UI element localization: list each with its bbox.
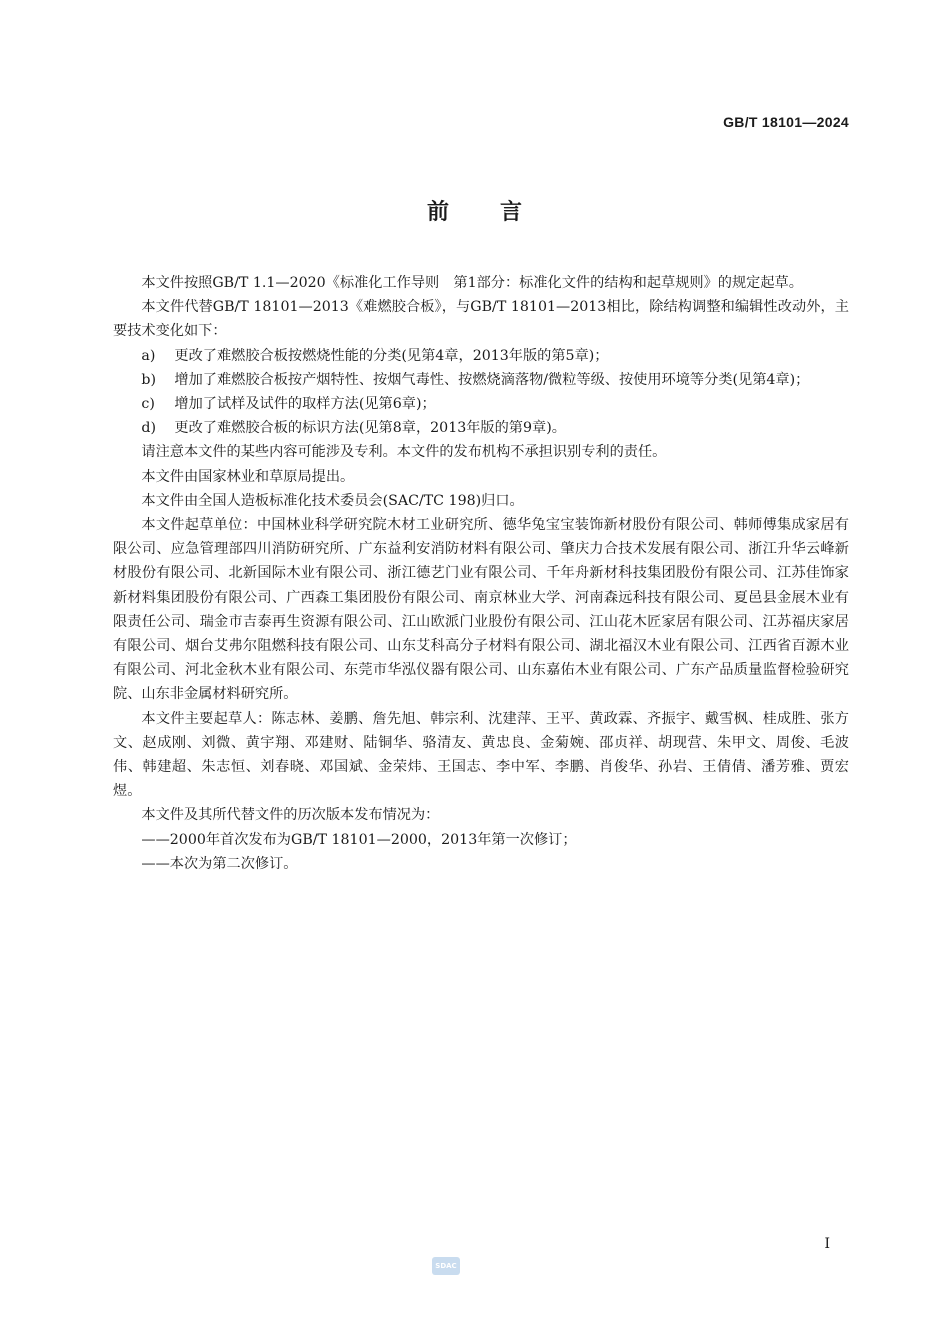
list-text: 增加了难燃胶合板按产烟特性、按烟气毒性、按燃烧滴落物/微粒等级、按使用环境等分类(见第4章)； (174, 371, 810, 388)
list-marker: a) (141, 347, 156, 364)
list-item (113, 392, 849, 416)
list-text: 更改了难燃胶合板的标识方法(见第8章，2013年版的第9章)。 (174, 420, 566, 437)
standard-code: GB/T 18101—2024 (723, 114, 849, 130)
sdac-logo: SDAC (432, 1257, 460, 1275)
page-title (0, 195, 950, 226)
paragraph-replacement: 本文件代替GB/T 18101—2013《难燃胶合板》，与GB/T 18101—2013相比，除结构调整和编辑性改动外，主要技术变化如下： (113, 299, 849, 340)
list-marker: d) (141, 420, 157, 437)
history-entry: ——2000年首次发布为GB/T 18101—2000，2013年第一次修订； (141, 831, 577, 848)
paragraph-history: 本文件及其所代替文件的历次版本发布情况为： (141, 807, 440, 824)
title-char-2: 言 (500, 200, 524, 225)
title-char-1: 前 (426, 200, 450, 225)
paragraph-patent-notice: 请注意本文件的某些内容可能涉及专利。本文件的发布机构不承担识别专利的责任。 (141, 444, 667, 461)
paragraph-drafting-units: 本文件起草单位：中国林业科学研究院木材工业研究所、德华兔宝宝装饰新材股份有限公司、韩师傅集成家居有限公司、应急管理部四川消防研究所、广东益利安消防材料有限公司、肇庆力合技术发展有限公司、浙江升华云峰新材股份有限公司、北新国际木业有限公司、浙江德艺门业有限公司、千年舟新材科技集团股份有限公司、江苏佳饰家新材料集团股份有限公司、广西森工集团股份有限公司、南京林业大学、河南森远科技有限公司、夏邑县金展木业有限责任公司、瑞金市吉泰再生资源有限公司、江山欧派门业股份有限公司、江山花木匠家居有限公司、江苏福庆家居有限公司、烟台艾弗尔阻燃科技有限公司、山东艾科高分子材料有限公司、湖北福汉木业有限公司、江西省百源木业有限公司、河北金秋木业有限公司、东莞市华泓仪器有限公司、山东嘉佑木业有限公司、广东产品质量监督检验研究院、山东非金属材料研究所。 (113, 517, 849, 703)
list-item (113, 344, 849, 368)
paragraph-committee: 本文件由全国人造板标准化技术委员会(SAC/TC 198)归口。 (141, 492, 524, 509)
list-item (113, 416, 849, 440)
list-marker: c) (141, 396, 155, 413)
foreword-body (113, 271, 849, 876)
list-item (113, 368, 849, 392)
list-text: 更改了难燃胶合板按燃烧性能的分类(见第4章，2013年版的第5章)； (174, 347, 609, 364)
list-text: 增加了试样及试件的取样方法(见第6章)； (174, 396, 436, 413)
history-entry: ——本次为第二次修订。 (141, 855, 298, 872)
paragraph-drafting-rules: 本文件按照GB/T 1.1—2020《标准化工作导则 第1部分：标准化文件的结构和起草规则》的规定起草。 (141, 275, 803, 291)
paragraph-proposer: 本文件由国家林业和草原局提出。 (141, 468, 355, 485)
paragraph-drafters: 本文件主要起草人：陈志林、姜鹏、詹先旭、韩宗利、沈建萍、王平、黄政霖、齐振宇、戴雪枫、桂成胜、张方文、赵成刚、刘微、黄宇翔、邓建财、陆铜华、骆清友、黄忠良、金菊婉、邵贞祥、胡现营、朱甲文、周俊、毛波伟、韩建超、朱志恒、刘春晓、邓国斌、金荣炜、王国志、李中军、李鹏、肖俊华、孙岩、王倩倩、潘芳雅、贾宏煜。 (113, 710, 849, 800)
list-marker: b) (141, 371, 157, 388)
page-number: I (824, 1236, 830, 1252)
